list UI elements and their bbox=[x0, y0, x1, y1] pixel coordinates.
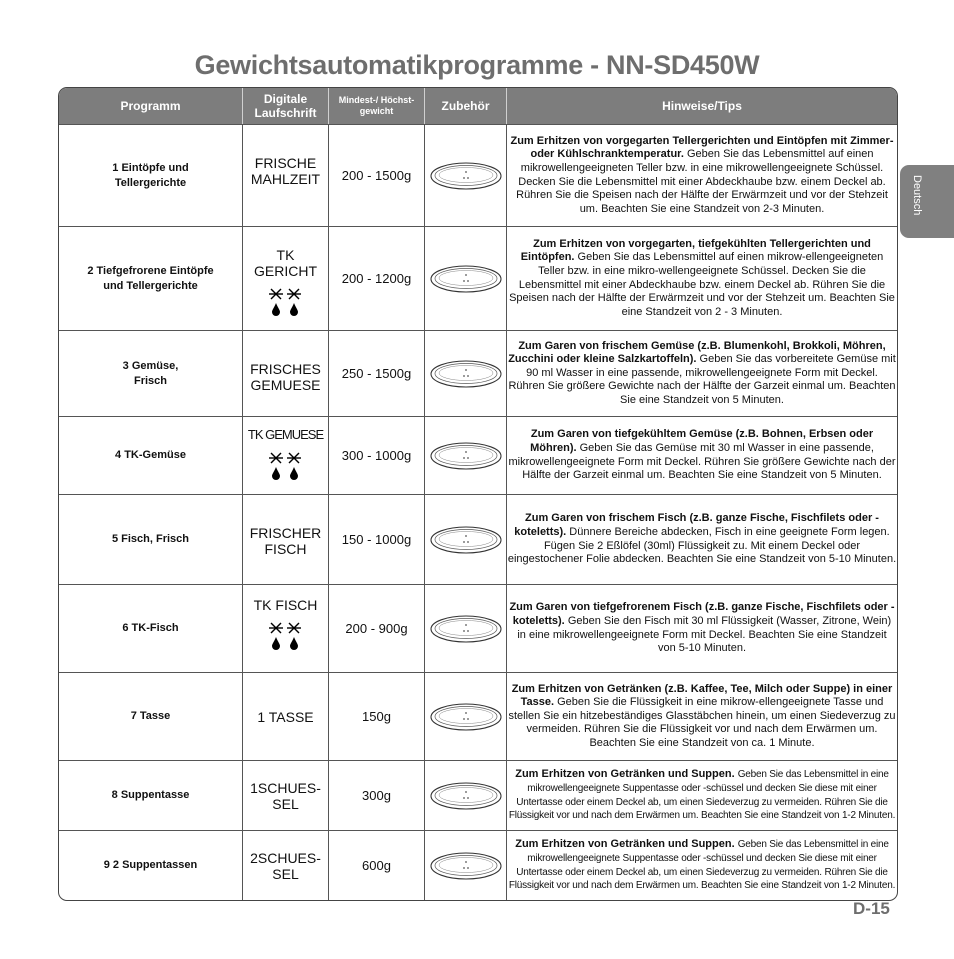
program-name bbox=[59, 330, 243, 416]
table-row bbox=[59, 226, 897, 330]
program-name bbox=[59, 672, 243, 760]
turntable-plate-icon bbox=[429, 441, 503, 471]
header-weight-line1: Mindest-/ Höchst- bbox=[338, 95, 415, 105]
tip-text: Geben Sie das Gemüse mit 30 ml Wasser in eine passende, mikrowellengeeignete Form mit Deckel. Rühren Sie größere Gewichte nach der Hälfte der Garzeit einmal um. Beachten Sie eine Standzeit von 5 Minuten. bbox=[508, 441, 896, 482]
tip-heading: Zum Garen von tiefgekühltem Gemüse (z.B. Bohnen, Erbsen oder Möhren). bbox=[530, 428, 874, 454]
weight-range: 600g bbox=[329, 830, 425, 900]
turntable-plate-icon bbox=[429, 614, 503, 644]
turntable-plate-icon bbox=[429, 359, 503, 389]
tip-heading: Zum Garen von tiefgefrorenem Fisch (z.B. ganze Fische, Fischfilets oder -koteletts). bbox=[509, 601, 895, 627]
program-name bbox=[59, 494, 243, 584]
program-name-line1: 1 Eintöpfe und bbox=[112, 161, 189, 174]
accessory-cell bbox=[425, 416, 507, 494]
program-name-line1: 8 Suppentasse bbox=[111, 789, 190, 801]
turntable-plate-icon bbox=[429, 161, 503, 191]
tips-cell bbox=[507, 330, 897, 416]
display-text-line2: MAHLZEIT bbox=[250, 171, 321, 187]
program-name-line1: 5 Fisch, Frisch bbox=[111, 533, 190, 545]
header-tips: Hinweise/Tips bbox=[507, 88, 897, 124]
display-text bbox=[243, 672, 329, 760]
tip-text: Geben Sie das Lebensmittel in eine mikrowellengeeignete Suppentasse oder -schüssel und decken Sie diese mit einer Untertasse oder einem Deckel ab, um einen Siedeverzug zu vermeiden. Rühren Sie die Flüssigkeit vor und nach dem Erwärmen um. Beachten Sie eine Standzeit von 1-2 Minuten. bbox=[508, 769, 896, 822]
table-row bbox=[59, 830, 897, 900]
weight-range: 200 - 1200g bbox=[329, 226, 425, 330]
table-row bbox=[59, 330, 897, 416]
tips-cell bbox=[507, 760, 897, 830]
program-name-line2: Tellergerichte bbox=[114, 176, 187, 189]
tips-cell bbox=[507, 830, 897, 900]
display-text-line1: FRISCHE bbox=[254, 155, 317, 171]
table-row bbox=[59, 124, 897, 226]
program-name bbox=[59, 226, 243, 330]
tips-cell bbox=[507, 672, 897, 760]
display-text-line1: FRISCHER bbox=[249, 525, 322, 541]
weight-range: 200 - 1500g bbox=[329, 124, 425, 226]
table-row bbox=[59, 672, 897, 760]
accessory-cell bbox=[425, 760, 507, 830]
program-name bbox=[59, 416, 243, 494]
language-tab bbox=[900, 165, 954, 238]
turntable-plate-icon bbox=[429, 702, 503, 732]
turntable-plate-icon bbox=[429, 851, 503, 881]
accessory-cell bbox=[425, 226, 507, 330]
display-text bbox=[243, 830, 329, 900]
header-display-line1: Digitale bbox=[263, 92, 308, 106]
program-name-line1: 6 TK-Fisch bbox=[122, 622, 179, 634]
program-name-line1: 4 TK-Gemüse bbox=[115, 449, 186, 461]
snowflake-drops-icon bbox=[269, 451, 303, 481]
tip-text: Geben Sie die Flüssigkeit in eine mikrow-ellengeeignete Tasse und stellen Sie ein hitzebeständiges Glasstäbchen hinein, um einen Siedeverzug zu vermeiden. Rühren Sie die Flüssigkeit vor und nach dem Erwärmen um. Beachten Sie eine Standzeit von ca. 1 Minute. bbox=[508, 696, 896, 749]
language-tab-label: Deutsch bbox=[911, 175, 923, 216]
display-text-line2: GERICHT bbox=[254, 263, 317, 279]
tip-text: Geben Sie das vorbereitete Gemüse mit 90 ml Wasser in eine passende, mikrowellengeeignete Form mit Deckel. Rühren Sie größere Gewichte nach der Hälfte der Garzeit einmal um. Beachten Sie eine Standzeit von 5 Minuten. bbox=[508, 353, 896, 406]
tip-text: Dünnere Bereiche abdecken, Fisch in eine geeignete Form legen. Fügen Sie 2 Eßlöfel (30ml) Flüssigkeit zu. Mit einem Deckel oder eingestochener Folie abdecken. Beachten Sie eine Standzeit von 5-10 Minuten. bbox=[507, 525, 897, 566]
program-name-line2: Frisch bbox=[133, 374, 167, 387]
tip-heading: Zum Garen von frischem Fisch (z.B. ganze Fische, Fischfilets oder -koteletts). bbox=[514, 512, 879, 538]
program-name-line1: 3 Gemüse, bbox=[122, 359, 179, 372]
weight-range: 150 - 1000g bbox=[329, 494, 425, 584]
display-text-line1: FRISCHES bbox=[250, 361, 321, 377]
header-display bbox=[243, 88, 329, 124]
turntable-plate-icon bbox=[429, 781, 503, 811]
program-name-line1: 7 Tasse bbox=[130, 710, 171, 722]
display-text bbox=[243, 330, 329, 416]
weight-range: 200 - 900g bbox=[329, 584, 425, 672]
accessory-cell bbox=[425, 672, 507, 760]
tips-cell bbox=[507, 226, 897, 330]
header-display-line2: Laufschrift bbox=[254, 106, 317, 120]
display-text bbox=[243, 124, 329, 226]
accessory-cell bbox=[425, 584, 507, 672]
tip-heading: Zum Erhitzen von Getränken und Suppen. bbox=[515, 768, 735, 781]
accessory-cell bbox=[425, 494, 507, 584]
table-header-row bbox=[59, 88, 897, 124]
weight-range: 150g bbox=[329, 672, 425, 760]
tips-cell bbox=[507, 584, 897, 672]
display-text-line1: 1 TASSE bbox=[257, 708, 314, 725]
snowflake-drops-icon bbox=[269, 621, 303, 651]
display-text bbox=[243, 584, 329, 672]
header-weight-line2: gewicht bbox=[359, 106, 394, 116]
header-program: Programm bbox=[59, 88, 243, 124]
display-text-line2: FISCH bbox=[264, 541, 307, 557]
tip-text: Geben Sie das Lebensmittel auf einen mikrowellengeeigneten Teller bzw. in eine mikrowellengeeignete Schüssel. Decken Sie die Lebensmittel mit einer Abdeckhaube bzw. einem Deckel ab. Rühren Sie die Speisen nach der Hälfte der Erwärmzeit und vor der Stehzeit um. Beachten Sie eine Standzeit von 2-3 Minuten. bbox=[516, 148, 888, 215]
tip-heading: Zum Garen von frischem Gemüse (z.B. Blumenkohl, Brokkoli, Möhren, Zucchini oder kleine Salzkartoffeln). bbox=[508, 339, 886, 366]
tip-text: Geben Sie das Lebensmittel in eine mikrowellengeeignete Suppentasse oder -schüssel und decken Sie diese mit einer Untertasse oder einem Deckel ab, um einen Siedeverzug zu vermeiden. Rühren Sie die Flüssigkeit vor und nach dem Erwärmen um. Beachten Sie eine Standzeit von 1-2 Minuten. bbox=[508, 839, 896, 892]
display-text-line1: TK FISCH bbox=[253, 597, 318, 613]
program-name-line1: 9 2 Suppentassen bbox=[103, 859, 198, 871]
program-name-line2: und Tellergerichte bbox=[103, 279, 198, 292]
table-row bbox=[59, 760, 897, 830]
display-text bbox=[243, 760, 329, 830]
table-row bbox=[59, 416, 897, 494]
display-text-line1: 2SCHUES- bbox=[250, 849, 321, 866]
table-row bbox=[59, 584, 897, 672]
display-text bbox=[243, 226, 329, 330]
accessory-cell bbox=[425, 330, 507, 416]
tip-heading: Zum Erhitzen von Getränken (z.B. Kaffee, Tee, Milch oder Suppe) in einer Tasse. bbox=[511, 682, 893, 709]
tip-heading: Zum Erhitzen von vorgegarten, tiefgekühlten Tellergerichten und Eintöpfen. bbox=[520, 237, 871, 264]
weight-range: 250 - 1500g bbox=[329, 330, 425, 416]
tips-cell bbox=[507, 494, 897, 584]
page-number: D-15 bbox=[853, 899, 890, 918]
weight-range: 300 - 1000g bbox=[329, 416, 425, 494]
display-text bbox=[243, 494, 329, 584]
tip-heading: Zum Erhitzen von Getränken und Suppen. bbox=[515, 838, 735, 851]
tip-text: Geben Sie den Fisch mit 30 ml Flüssigkeit (Wasser, Zitrone, Wein) in eine mikrowellengeeignete Form mit Deckel. Beachten Sie eine Standzeit von 5-10 Minuten. bbox=[517, 614, 892, 655]
display-text-line2: GEMUESE bbox=[250, 377, 321, 393]
tips-cell bbox=[507, 124, 897, 226]
program-table bbox=[58, 87, 898, 901]
table-row bbox=[59, 494, 897, 584]
snowflake-drops-icon bbox=[269, 287, 303, 317]
turntable-plate-icon bbox=[429, 525, 503, 555]
program-name bbox=[59, 584, 243, 672]
accessory-cell bbox=[425, 830, 507, 900]
tips-cell bbox=[507, 416, 897, 494]
page-title: Gewichtsautomatikprogramme - NN-SD450W bbox=[194, 50, 760, 80]
tip-text: Geben Sie das Lebensmittel auf einen mikrow-ellengeeigneten Teller bzw. in eine mikro-wellengeeignete Schüssel. Decken Sie die Lebensmittel mit einer Abdeckhaube bzw. einem Deckel ab. Rühren Sie die Speisen nach der Hälfte der Erwärmzeit und vor der Stehzeit um. Beachten Sie eine Standzeit von 2 - 3 Minuten. bbox=[509, 251, 895, 318]
program-name-line1: 2 Tiefgefrorene Eintöpfe bbox=[87, 264, 214, 277]
header-weight bbox=[329, 88, 425, 124]
tip-heading: Zum Erhitzen von vorgegarten Tellergerichten und Eintöpfen mit Zimmer- oder Kühlschranktemperatur. bbox=[510, 134, 894, 161]
display-text-line2: SEL bbox=[272, 865, 299, 882]
display-text-line1: TK GEMUESE bbox=[247, 427, 324, 442]
program-name bbox=[59, 124, 243, 226]
display-text bbox=[243, 416, 329, 494]
accessory-cell bbox=[425, 124, 507, 226]
display-text-line1: TK bbox=[276, 247, 295, 263]
display-text-line1: 1SCHUES- bbox=[250, 779, 321, 796]
program-name bbox=[59, 760, 243, 830]
program-name bbox=[59, 830, 243, 900]
header-accessory: Zubehör bbox=[425, 88, 507, 124]
turntable-plate-icon bbox=[429, 264, 503, 294]
weight-range: 300g bbox=[329, 760, 425, 830]
display-text-line2: SEL bbox=[272, 795, 299, 812]
